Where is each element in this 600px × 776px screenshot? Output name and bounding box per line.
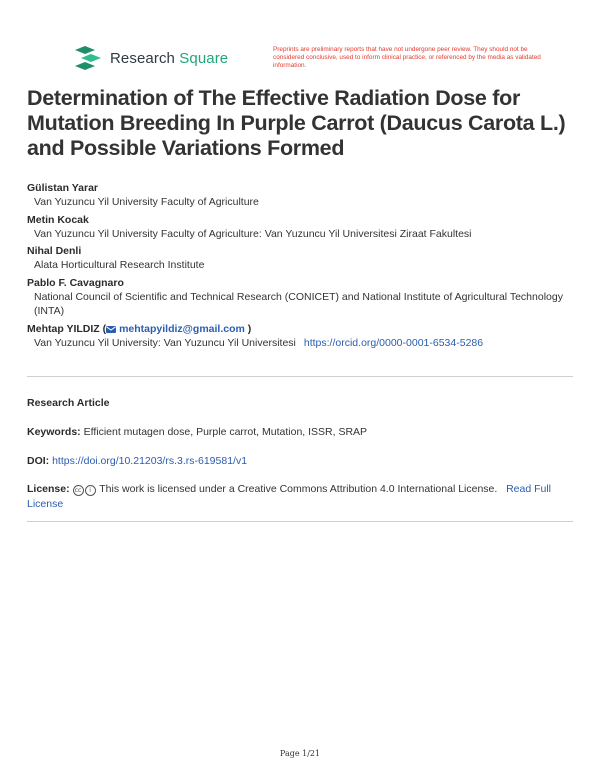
author-affiliation: Van Yuzuncu Yil University Faculty of Agriculture: Van Yuzuncu Yil Universitesi Ziraat Fakultesi (34, 227, 472, 240)
close-paren: ) (247, 322, 252, 335)
envelope-icon (106, 326, 116, 333)
author-affiliation: Alata Horticultural Research Institute (34, 259, 205, 271)
page-number: Page 1/21 (279, 749, 321, 758)
author-email-link[interactable] (106, 323, 245, 335)
license-label: License: (27, 483, 70, 495)
keywords-label: Keywords: (27, 426, 81, 438)
author-affiliation: Van Yuzuncu Yil University Faculty of Agriculture (34, 196, 259, 208)
attribution-icon: i (85, 485, 96, 496)
corresponding-affiliation: Van Yuzuncu Yil University: Van Yuzuncu Yil Universitesi (34, 336, 296, 349)
license (27, 482, 575, 512)
author-email: mehtapyildiz@gmail.com (119, 322, 245, 335)
corresponding-author-name: Mehtap YILDIZ (27, 322, 100, 335)
creative-commons-icon: cc (73, 485, 84, 496)
corresponding-author (27, 322, 575, 336)
author-list (27, 180, 575, 353)
keywords-value: Efficient mutagen dose, Purple carrot, Mutation, ISSR, SRAP (83, 426, 368, 438)
paper-title: Determination of The Effective Radiation Dose for Mutation Breeding In Purple Carrot (Daucus Carota L.) and Possible Variations Formed (27, 86, 566, 160)
read-full-license-link[interactable]: Read Full License (27, 483, 552, 510)
orcid-link[interactable]: https://orcid.org/0000-0001-6534-5286 (303, 336, 484, 349)
article-type (27, 396, 575, 411)
brand-name (110, 50, 228, 67)
research-square-logo-icon (75, 46, 103, 70)
brand-name-research: Research (110, 49, 175, 67)
author-affiliation (27, 336, 575, 351)
author-name: Pablo F. Cavagnaro (27, 276, 124, 289)
author-name: Metin Kocak (27, 213, 89, 226)
divider (27, 376, 573, 377)
doi (27, 454, 575, 469)
keywords (27, 425, 575, 440)
doi-link[interactable]: https://doi.org/10.21203/rs.3.rs-619581/v1 (52, 455, 248, 467)
research-square-logo[interactable] (75, 46, 228, 70)
brand-name-square: Square (179, 49, 229, 67)
license-text: This work is licensed under a Creative Commons Attribution 4.0 International License. (99, 483, 498, 495)
divider (27, 521, 573, 522)
author-name: Gülistan Yarar (27, 182, 99, 194)
author-affiliation: National Council of Scientific and Technical Research (CONICET) and National Institute of Agricultural Technology (INTA) (34, 290, 563, 317)
author-name: Nihal Denli (27, 245, 82, 257)
article-type-label: Research Article (27, 397, 110, 409)
doi-label: DOI: (27, 455, 50, 467)
open-paren: ( (102, 322, 107, 335)
preprint-disclaimer: Preprints are preliminary reports that have not undergone peer review. They should not be considered conclusive, used to inform clinical practice, or referenced by the media as validated information. (273, 46, 541, 70)
